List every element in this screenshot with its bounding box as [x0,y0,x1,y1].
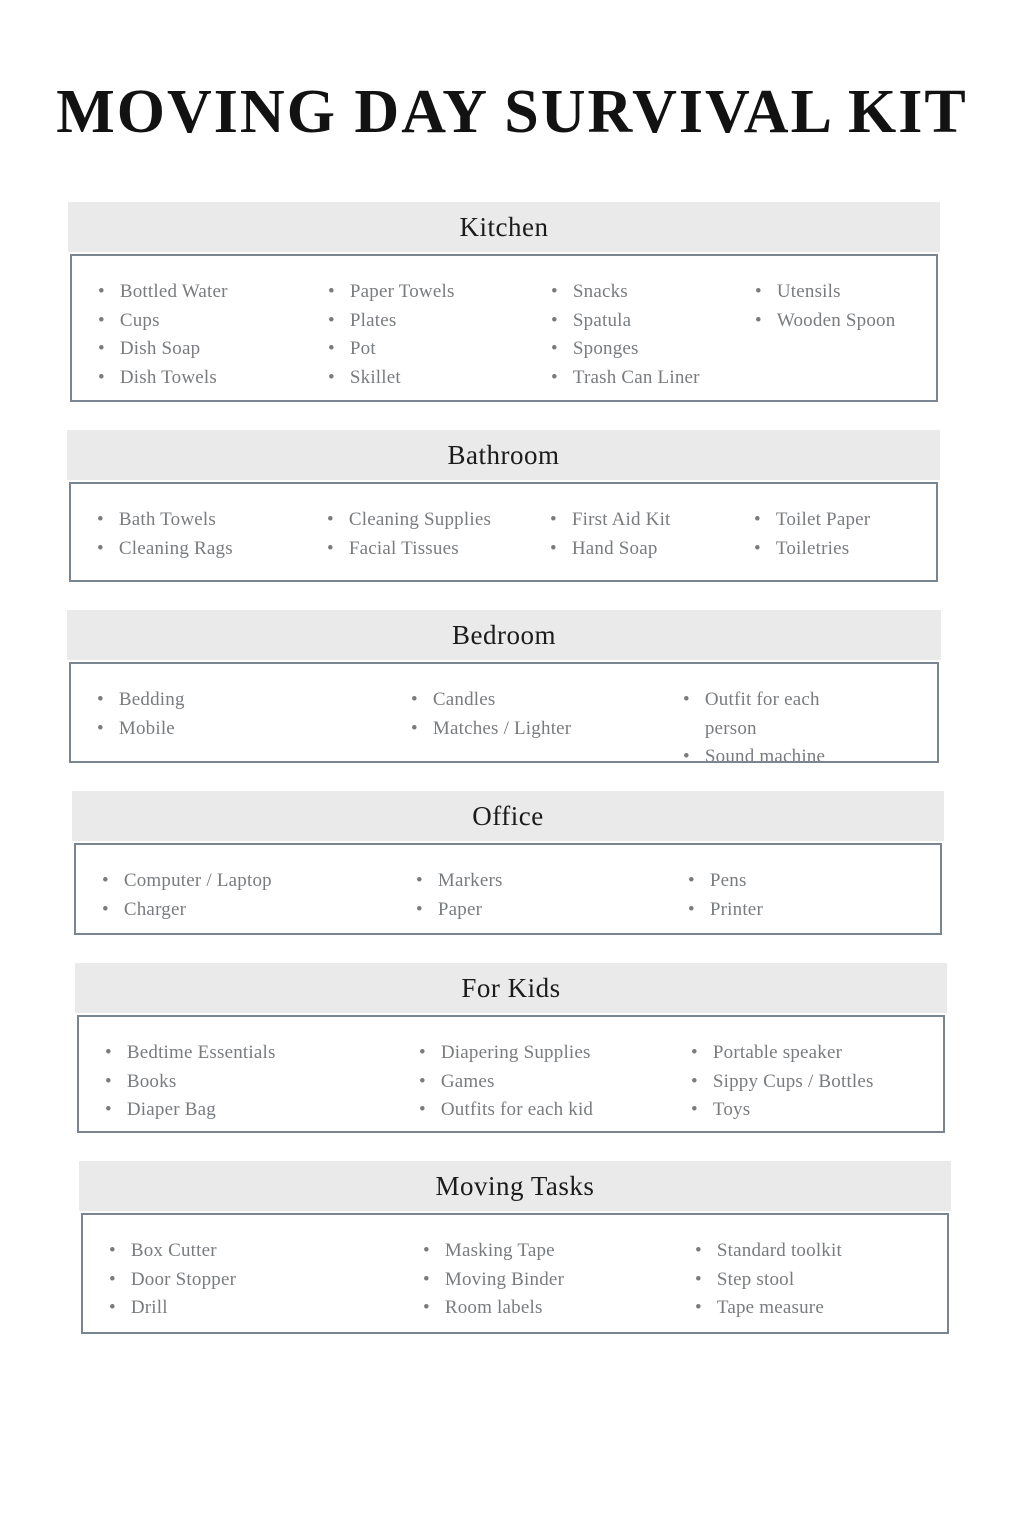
list-item [97,535,327,564]
list-item [105,1096,419,1125]
list-item [755,278,922,307]
bullet-icon: • [102,870,109,892]
item-label: Computer / Laptop [123,870,272,892]
bullet-icon: • [97,689,104,711]
bullet-icon: • [105,1070,112,1092]
item-label: Dish Soap [119,338,201,360]
bullet-icon: • [328,338,335,360]
bullet-icon: • [755,309,762,331]
item-label: Markers [437,870,503,892]
section-header-band [75,963,947,1013]
section-header-band [79,1161,951,1211]
list-item [551,335,755,364]
section-items-box [69,482,938,582]
list-item [423,1294,695,1323]
item-label: Mobile [118,717,175,739]
bullet-icon: • [328,281,335,303]
item-label: Sponges [572,338,639,360]
item-label: Tape measure [716,1297,824,1319]
item-label: Toiletries [775,537,850,559]
item-label: Bedding [118,689,185,711]
bullet-icon: • [419,1070,426,1092]
bullet-icon: • [97,717,104,739]
list-item [688,896,926,925]
list-item [754,535,922,564]
list-item [327,535,550,564]
list-item [419,1096,691,1125]
item-column [328,278,551,400]
bullet-icon: • [419,1042,426,1064]
list-item [109,1266,423,1295]
bullet-icon: • [551,309,558,331]
list-item [327,506,550,535]
list-item [328,335,551,364]
page-title: MOVING DAY SURVIVAL KIT [56,78,968,146]
item-label: Diaper Bag [126,1099,216,1121]
item-label: Masking Tape [444,1240,555,1262]
document-page [0,78,1024,1334]
list-item [97,506,327,535]
list-item [98,335,328,364]
item-column [97,686,411,763]
section-title: Kitchen [459,211,549,242]
list-item [97,686,411,715]
item-label: Candles [432,689,496,711]
list-item [416,867,688,896]
list-item [695,1294,933,1323]
list-item [551,364,755,393]
bullet-icon: • [423,1297,430,1319]
list-item [755,307,922,336]
bullet-icon: • [98,366,105,388]
list-item [98,307,328,336]
section-title: Office [472,800,544,831]
item-column [683,686,923,763]
bullet-icon: • [551,366,558,388]
bullet-icon: • [411,689,418,711]
item-label: Toys [712,1099,751,1121]
bullet-icon: • [550,509,557,531]
bullet-icon: • [423,1240,430,1262]
item-label: Snacks [572,281,628,303]
item-label: Skillet [349,366,401,388]
list-item [328,278,551,307]
bullet-icon: • [105,1042,112,1064]
list-item [98,364,328,393]
list-item [754,506,922,535]
bullet-icon: • [695,1268,702,1290]
bullet-icon: • [691,1070,698,1092]
item-label: Step stool [716,1268,795,1290]
bullet-icon: • [755,281,762,303]
list-item [695,1266,933,1295]
list-item [416,896,688,925]
item-label: Utensils [776,281,841,303]
section-bathroom [67,430,940,582]
section-header-band [68,202,940,252]
bullet-icon: • [328,309,335,331]
section-items-box [69,662,939,763]
bullet-icon: • [109,1240,116,1262]
item-column [691,1039,929,1131]
item-label: Door Stopper [130,1268,237,1290]
list-item [551,278,755,307]
bullet-icon: • [109,1268,116,1290]
list-item [109,1237,423,1266]
section-moving-tasks [79,1161,951,1334]
bullet-icon: • [688,898,695,920]
list-item [551,307,755,336]
item-column [109,1237,423,1332]
bullet-icon: • [97,537,104,559]
section-title: Moving Tasks [435,1170,595,1201]
item-label: Outfits for each kid [440,1099,594,1121]
bullet-icon: • [688,870,695,892]
item-label: First Aid Kit [571,509,671,531]
bullet-icon: • [754,537,761,559]
bullet-icon: • [327,537,334,559]
list-item [97,715,411,744]
bullet-icon: • [328,366,335,388]
list-item [550,506,754,535]
item-label: Pot [349,338,376,360]
item-label: Moving Binder [444,1268,565,1290]
item-label: Pens [709,870,747,892]
list-item [419,1068,691,1097]
bullet-icon: • [416,870,423,892]
item-label: Printer [709,898,763,920]
item-label: Bedtime Essentials [126,1042,276,1064]
bullet-icon: • [105,1099,112,1121]
item-label: Cleaning Supplies [348,509,492,531]
item-column [755,278,922,400]
list-item [423,1266,695,1295]
list-item [695,1237,933,1266]
list-item [102,896,416,925]
section-header-band [72,791,944,841]
item-label: Charger [123,898,187,920]
list-item [328,307,551,336]
item-column [416,867,688,933]
bullet-icon: • [98,338,105,360]
bullet-icon: • [102,898,109,920]
item-label: Outfit for each person [704,689,820,739]
item-label: Matches / Lighter [432,717,572,739]
bullet-icon: • [109,1297,116,1319]
item-column [411,686,683,763]
section-title: For Kids [461,972,561,1003]
bullet-icon: • [419,1099,426,1121]
section-items-box [81,1213,949,1334]
bullet-icon: • [691,1099,698,1121]
list-item [683,743,923,763]
list-item [411,715,683,744]
list-item [109,1294,423,1323]
item-label: Plates [349,309,397,331]
item-column [419,1039,691,1131]
item-column [695,1237,933,1332]
list-item [550,535,754,564]
item-column [105,1039,419,1131]
section-items-box [70,254,938,402]
sections-container [0,202,1024,1334]
section-bedroom [67,610,941,763]
item-label: Sound machine [704,746,826,764]
bullet-icon: • [695,1240,702,1262]
list-item [98,278,328,307]
list-item [102,867,416,896]
item-label: Games [440,1070,495,1092]
bullet-icon: • [551,281,558,303]
item-column [327,506,550,580]
item-label: Portable speaker [712,1042,843,1064]
item-label: Cleaning Rags [118,537,233,559]
item-column [98,278,328,400]
list-item [328,364,551,393]
bullet-icon: • [754,509,761,531]
item-label: Wooden Spoon [776,309,896,331]
bullet-icon: • [683,689,690,711]
item-label: Toilet Paper [775,509,871,531]
item-label: Diapering Supplies [440,1042,591,1064]
section-items-box [77,1015,945,1133]
item-label: Bottled Water [119,281,228,303]
item-label: Books [126,1070,177,1092]
list-item [691,1068,929,1097]
item-column [102,867,416,933]
section-header-band [67,430,940,480]
item-label: Trash Can Liner [572,366,700,388]
section-for-kids [75,963,947,1133]
item-label: Room labels [444,1297,543,1319]
bullet-icon: • [416,898,423,920]
section-kitchen [68,202,940,402]
list-item [419,1039,691,1068]
item-label: Cups [119,309,160,331]
item-label: Sippy Cups / Bottles [712,1070,874,1092]
bullet-icon: • [327,509,334,531]
list-item [105,1068,419,1097]
item-label: Spatula [572,309,632,331]
item-column [551,278,755,400]
item-column [97,506,327,580]
bullet-icon: • [411,717,418,739]
list-item [105,1039,419,1068]
bullet-icon: • [550,537,557,559]
list-item [423,1237,695,1266]
section-header-band [67,610,941,660]
item-column [423,1237,695,1332]
list-item [411,686,683,715]
section-office [72,791,944,935]
item-label: Hand Soap [571,537,658,559]
bullet-icon: • [98,309,105,331]
bullet-icon: • [97,509,104,531]
bullet-icon: • [551,338,558,360]
bullet-icon: • [423,1268,430,1290]
item-label: Paper [437,898,483,920]
bullet-icon: • [98,281,105,303]
bullet-icon: • [695,1297,702,1319]
item-column [550,506,754,580]
item-label: Drill [130,1297,168,1319]
bullet-icon: • [691,1042,698,1064]
item-column [688,867,926,933]
list-item [691,1039,929,1068]
item-label: Paper Towels [349,281,455,303]
item-label: Facial Tissues [348,537,459,559]
list-item [691,1096,929,1125]
section-title: Bathroom [447,439,560,470]
section-items-box [74,843,942,935]
list-item [688,867,926,896]
item-label: Bath Towels [118,509,216,531]
item-label: Standard toolkit [716,1240,842,1262]
bullet-icon: • [683,746,690,764]
item-label: Dish Towels [119,366,217,388]
item-label: Box Cutter [130,1240,217,1262]
item-column [754,506,922,580]
section-title: Bedroom [452,619,556,650]
list-item [683,686,923,743]
